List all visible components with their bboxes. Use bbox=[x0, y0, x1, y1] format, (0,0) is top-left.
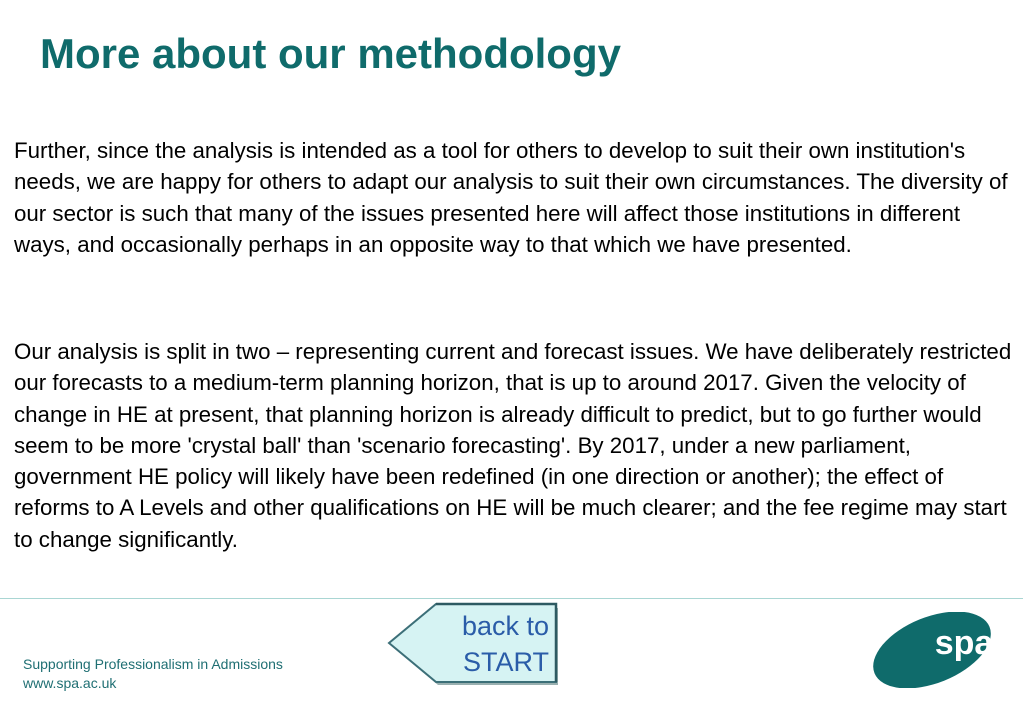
paragraph-scope: Further, since the analysis is intended as a tool for others to develop to suit their own institution's needs, we are happy for others to adapt our analysis to suit their own circumstances. The diversity of our sector is such that many of the issues presented here will affect those institutions in different ways, and occasionally perhaps in an opposite way to that which we have presented. bbox=[14, 138, 1008, 257]
footer-organisation-name: Supporting Professionalism in Admissions bbox=[23, 656, 283, 672]
page-title: More about our methodology bbox=[40, 30, 621, 77]
paragraph-forecast: Our analysis is split in two – representing current and forecast issues. We have deliberately restricted our forecasts to a medium-term planning horizon, that is up to around 2017. Given the velocity of change in HE at present, that planning horizon is already difficult to predict, but to go further would seem to be more 'crystal ball' than 'scenario forecasting'. By 2017, under a new parliament, government HE policy will likely have been redefined (in one direction or another); the effect of reforms to A Levels and other qualifications on HE will be much clearer; and the fee regime may start to change significantly. bbox=[14, 339, 1012, 552]
spa-logo-icon bbox=[868, 612, 996, 688]
footer-url-link[interactable]: www.spa.ac.uk bbox=[23, 675, 117, 691]
logo-wordmark: spa bbox=[934, 624, 994, 662]
back-to-start-button[interactable] bbox=[386, 602, 561, 688]
footer-divider bbox=[0, 598, 1023, 599]
back-button-label-line2: START bbox=[462, 647, 549, 677]
back-button-label-line1: back to bbox=[461, 611, 549, 641]
